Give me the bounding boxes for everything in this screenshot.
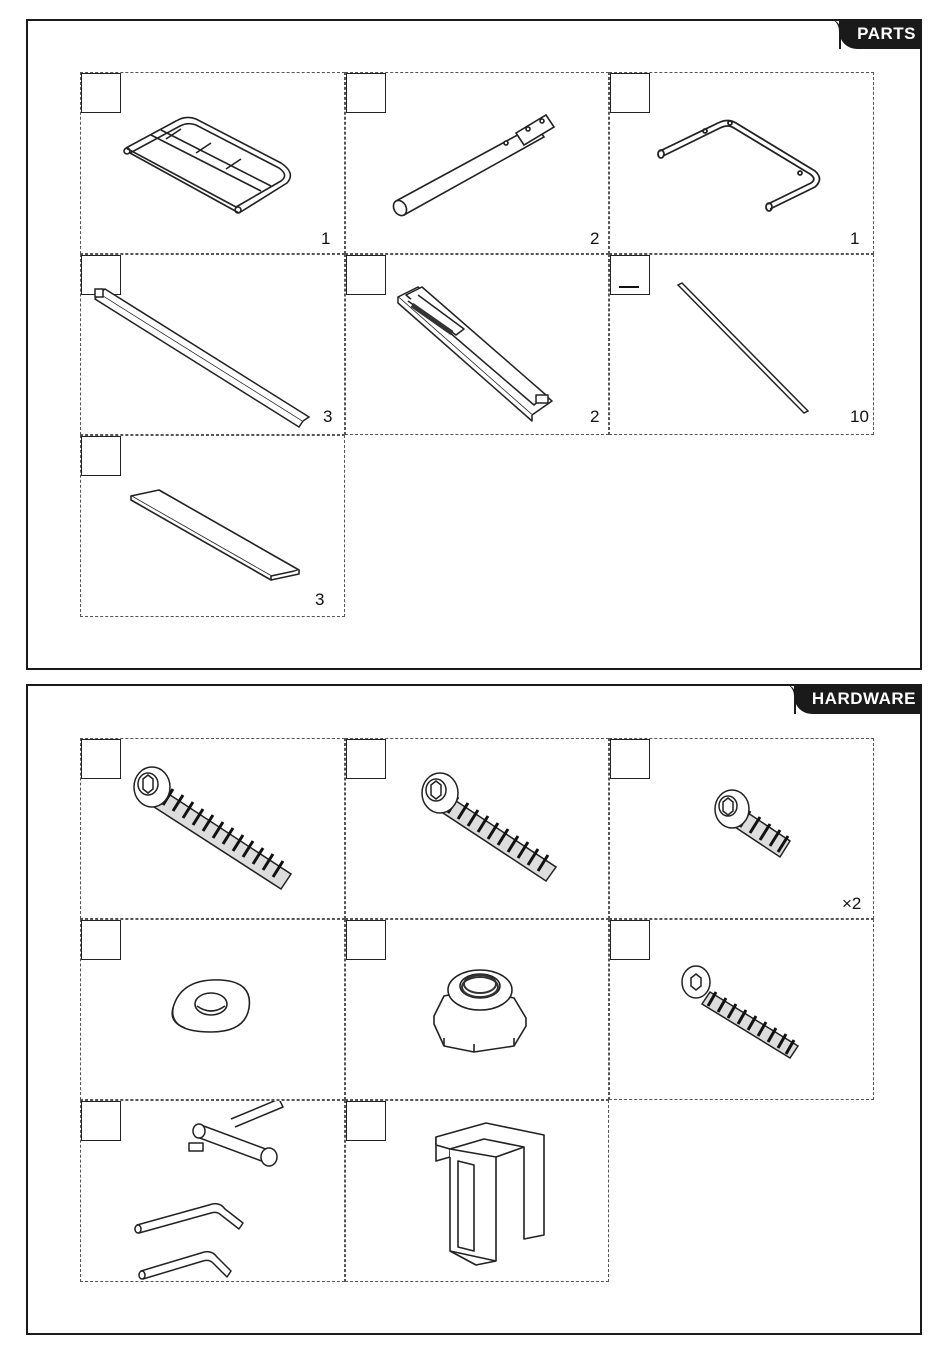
part-cell-4 bbox=[80, 254, 345, 435]
flat-slat-icon bbox=[81, 436, 346, 618]
u-frame-icon bbox=[610, 73, 875, 255]
hardware-cell-4 bbox=[80, 919, 345, 1100]
part-quantity: 3 bbox=[323, 407, 333, 426]
long-bolt-icon bbox=[81, 739, 346, 920]
tube-post-icon bbox=[346, 73, 610, 255]
hardware-cell-2 bbox=[345, 738, 609, 919]
hardware-quantity: ×2 bbox=[842, 894, 862, 913]
curved-washer-icon bbox=[81, 920, 346, 1101]
hardware-cell-7 bbox=[80, 1100, 345, 1282]
hardware-tab: HARDWARE bbox=[794, 684, 922, 714]
medium-bolt-icon bbox=[346, 739, 610, 920]
part-cell-2 bbox=[345, 72, 609, 254]
upper-frame-icon bbox=[81, 73, 346, 255]
hardware-panel bbox=[26, 684, 922, 1335]
short-bolt-icon bbox=[610, 739, 875, 920]
part-cell-5 bbox=[345, 254, 609, 435]
parts-panel bbox=[26, 19, 922, 670]
part-quantity: 2 bbox=[590, 229, 600, 248]
countersunk-screw-icon bbox=[610, 920, 875, 1101]
part-cell-1 bbox=[80, 72, 345, 254]
hardware-cell-8 bbox=[345, 1100, 609, 1282]
long-rail-icon bbox=[81, 255, 346, 436]
hardware-cell-5 bbox=[345, 919, 609, 1100]
part-quantity: 3 bbox=[315, 590, 325, 609]
part-cell-7 bbox=[80, 435, 345, 617]
part-quantity: 10 bbox=[850, 407, 869, 426]
part-quantity: 1 bbox=[850, 229, 860, 248]
lock-nut-icon bbox=[346, 920, 610, 1101]
hardware-cell-1 bbox=[80, 738, 345, 919]
hardware-cell-3 bbox=[609, 738, 874, 919]
thin-rod-icon bbox=[610, 255, 875, 436]
part-cell-6 bbox=[609, 254, 874, 435]
bracket-clip-icon bbox=[346, 1101, 610, 1283]
part-cell-3 bbox=[609, 72, 874, 254]
parts-tab: PARTS bbox=[839, 19, 922, 49]
part-quantity: 1 bbox=[321, 229, 331, 248]
wrench-and-hex-keys-icon bbox=[81, 1101, 346, 1283]
hardware-cell-6 bbox=[609, 919, 874, 1100]
part-quantity: 2 bbox=[590, 407, 600, 426]
channel-rail-icon bbox=[346, 255, 610, 436]
